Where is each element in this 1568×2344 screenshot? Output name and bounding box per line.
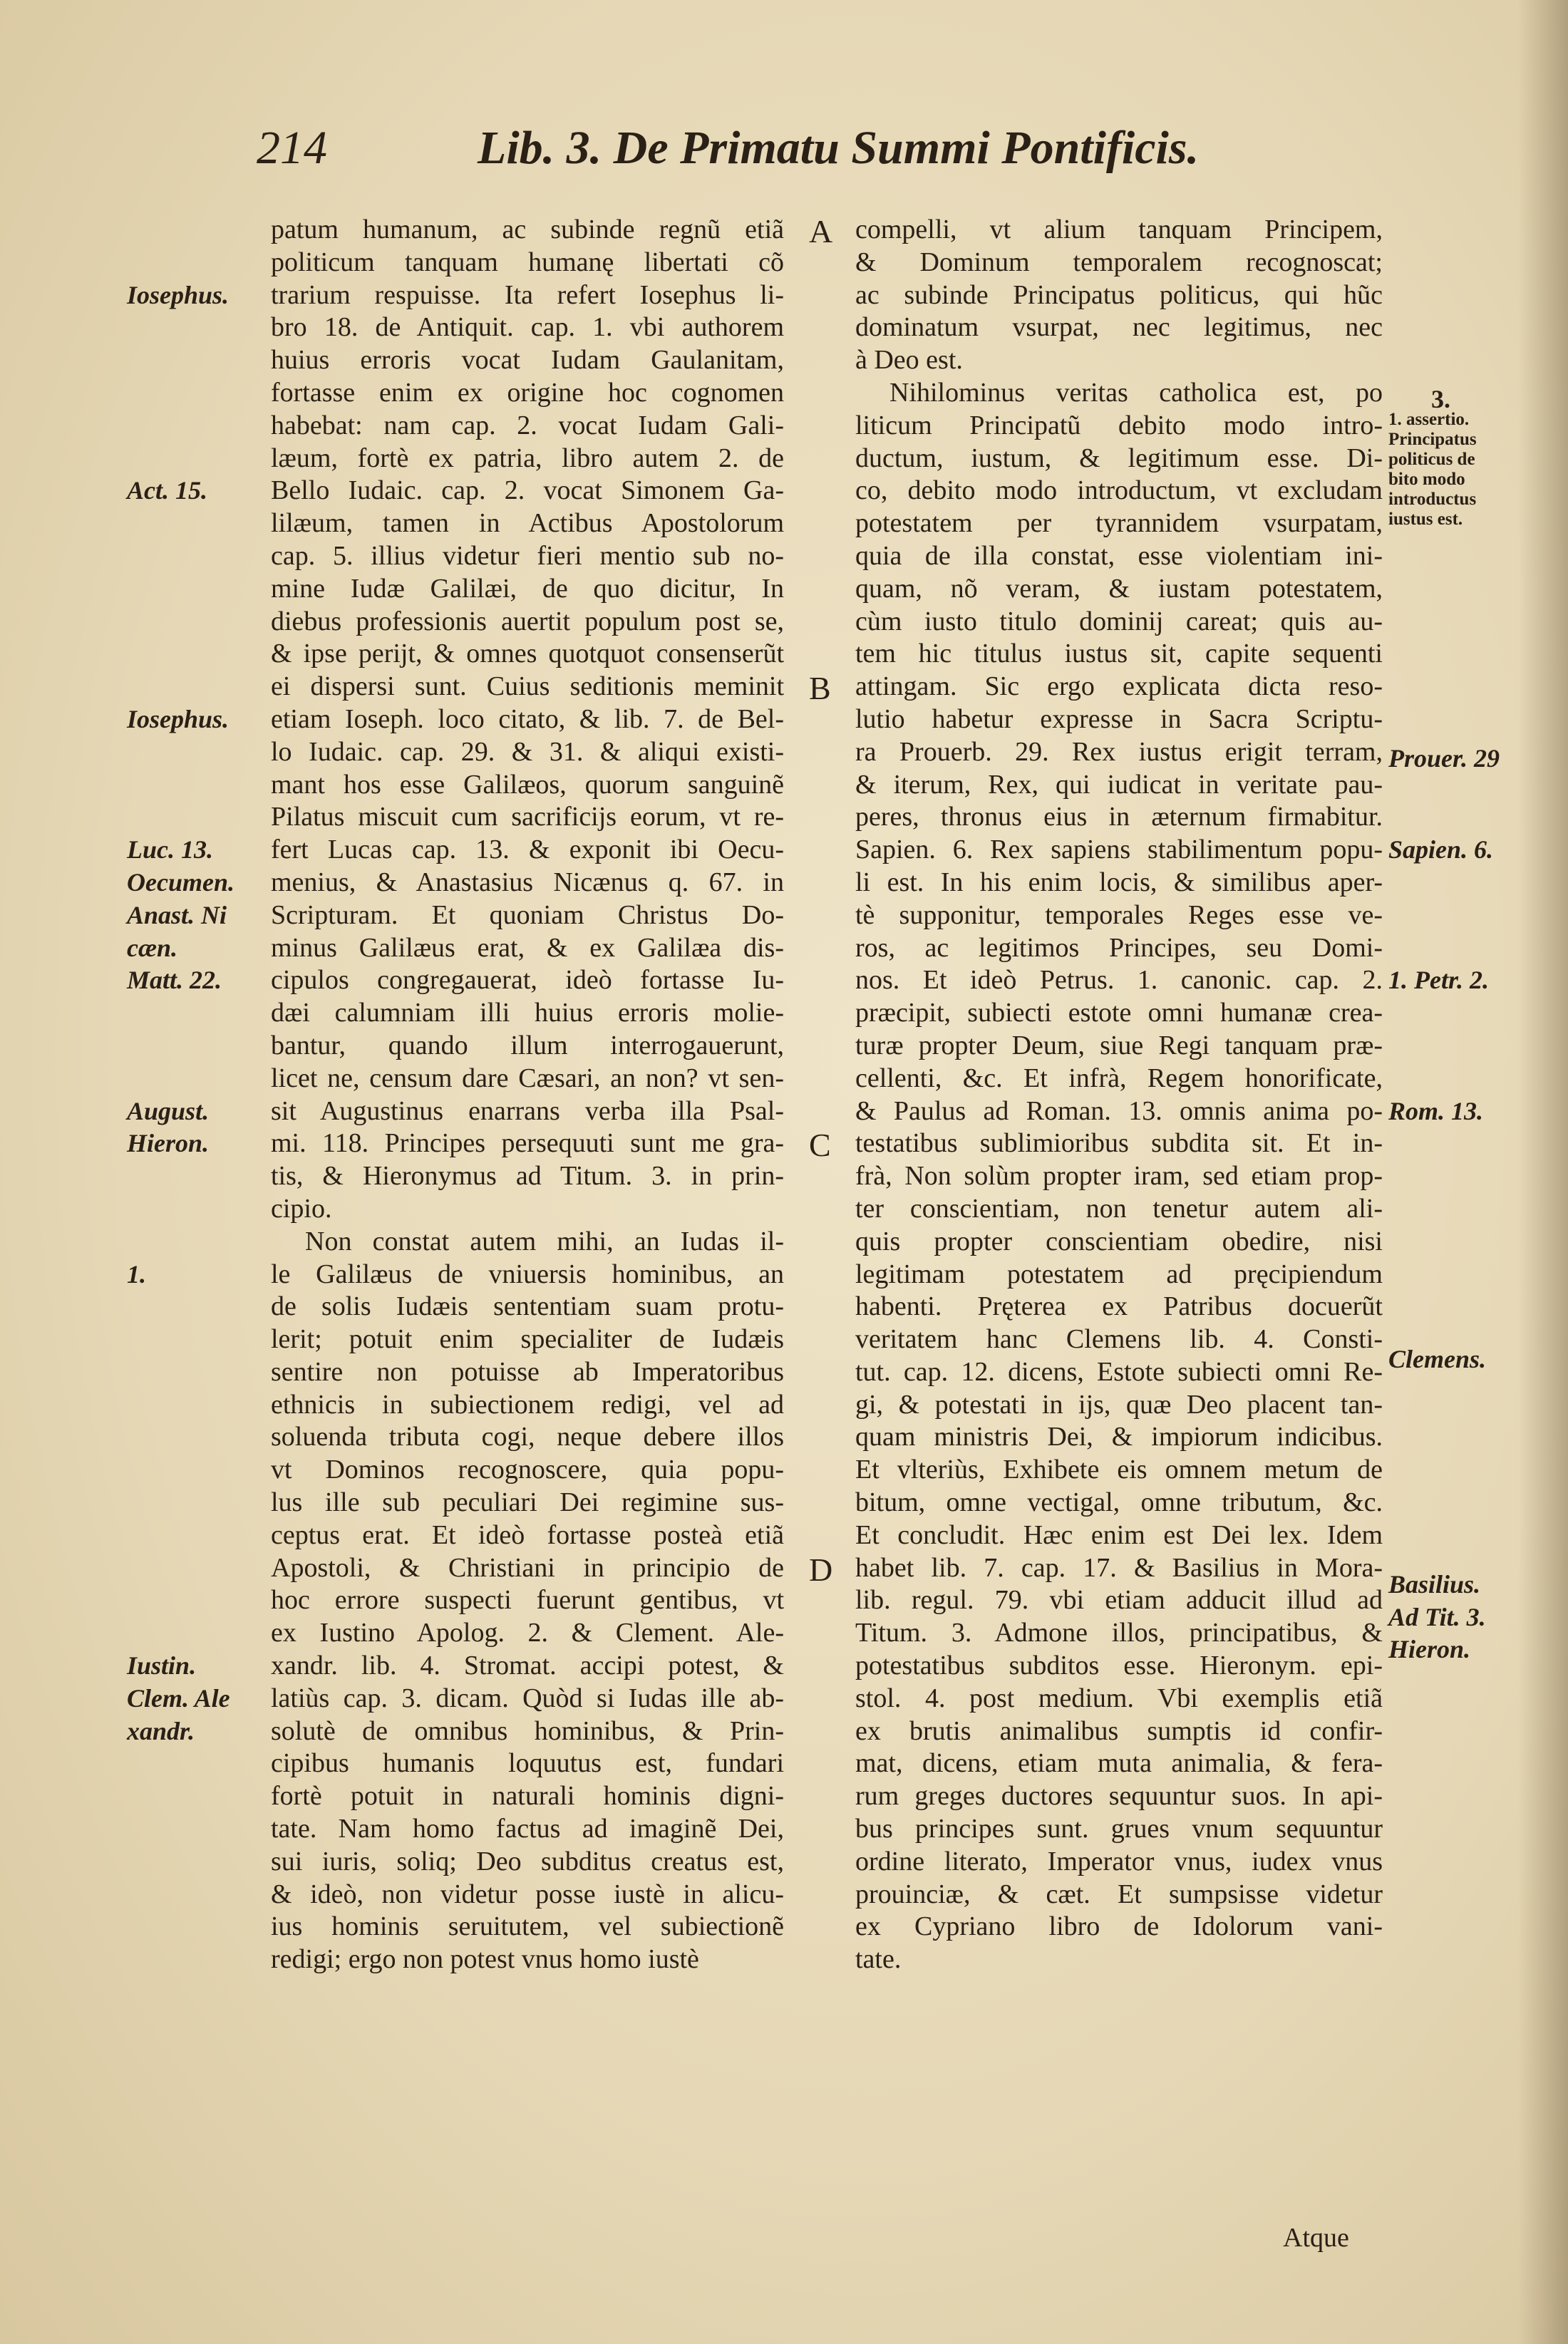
left-column-line: sui iuris, soliq; Deo subditus creatus est, (271, 1846, 784, 1876)
left-column-line: tis, & Hieronymus ad Titum. 3. in prin- (271, 1161, 784, 1192)
right-column-line: ductum, iustum, & legitimum esse. Di- (855, 443, 1383, 473)
right-column-line: lutio habetur expresse in Sacra Scriptu- (855, 703, 1383, 734)
right-column-line: Titum. 3. Admone illos, principatibus, & (855, 1618, 1383, 1648)
left-column-line: menius, & Anastasius Nicænus q. 67. in (271, 867, 784, 897)
left-column-line: licet ne, censum dare Cæsari, an non? vt sen- (271, 1063, 784, 1093)
right-column-line: ter conscientiam, non tenetur autem ali- (855, 1193, 1383, 1224)
left-column-line: læum, fortè ex patria, libro autem 2. de (271, 443, 784, 473)
left-column-line: minus Galilæus erat, & ex Galilæa dis- (271, 932, 784, 963)
left-column-line: soluenda tributa cogi, neque debere illos (271, 1422, 784, 1452)
left-margin-note: Iosephus. (127, 280, 229, 309)
left-margin-note: August. (127, 1096, 210, 1125)
right-column-line: à Deo est. (855, 345, 963, 376)
left-column-line: cipibus humanis loquutus est, fundari (271, 1748, 784, 1779)
right-column-line: testatibus sublimioribus subdita sit. Et in- (855, 1128, 1383, 1159)
right-column-line: cellenti, &c. Et infrà, Regem honorificate, (855, 1063, 1383, 1093)
right-text-column (855, 214, 1383, 1976)
left-column-line: sit Augustinus enarrans verba illa Psal- (271, 1095, 784, 1126)
right-column-line: quam, nõ veram, & iustam potestatem, (855, 573, 1383, 604)
assertion-margin-note: iustus est. (1388, 510, 1463, 530)
left-margin-note: Oecumen. (127, 868, 234, 897)
right-column-line: tem hic titulus iustus sit, capite sequenti (855, 639, 1383, 669)
left-column-line: le Galilæus de vniuersis hominibus, an (271, 1259, 784, 1289)
right-column-line: ordine literato, Imperator vnus, iudex vnus (855, 1846, 1383, 1876)
section-letter: D (809, 1551, 833, 1588)
left-margin-note: Clem. Ale (127, 1684, 230, 1713)
right-column-line: & Dominum temporalem recognoscat; (855, 247, 1383, 277)
left-column-line: politicum tanquam humanę libertati cõ (271, 247, 784, 277)
left-column-line: redigi; ergo non potest vnus homo iustè (271, 1944, 699, 1975)
right-column-line: Sapien. 6. Rex sapiens stabilimentum popu- (855, 835, 1383, 865)
left-column-line: bro 18. de Antiquit. cap. 1. vbi authorem (271, 312, 784, 343)
right-column-line: quia de illa constat, esse violentiam ini- (855, 540, 1383, 571)
right-column-line: bus principes sunt. grues vnum sequuntur (855, 1814, 1383, 1844)
left-column-line: dæi calumniam illi huius erroris molie- (271, 998, 784, 1028)
assertion-margin-note: introductus (1388, 490, 1477, 510)
right-margin-note: Prouer. 29 (1388, 743, 1500, 773)
right-column-line: prouinciæ, & cæt. Et sumpsisse videtur (855, 1879, 1383, 1909)
right-column-line: & iterum, Rex, qui iudicat in veritate pau- (855, 769, 1383, 800)
running-title: Lib. 3. De Primatu Summi Pontificis. (478, 122, 1200, 174)
right-column-line: cùm iusto titulo dominij careat; quis au- (855, 606, 1383, 636)
left-column-line: latiùs cap. 3. dicam. Quòd si Iudas ille ab- (271, 1683, 784, 1713)
right-column-line: co, debito modo introductum, vt excludam (855, 475, 1383, 506)
left-column-line: fortè potuit in naturali hominis digni- (271, 1781, 784, 1812)
left-column-line: bantur, quando illum interrogauerunt, (271, 1030, 784, 1060)
left-column-line: lo Iudaic. cap. 29. & 31. & aliqui existi- (271, 736, 784, 767)
right-column-line: ac subinde Principatus politicus, qui hũc (855, 279, 1383, 310)
left-margin-note: Iosephus. (127, 705, 229, 733)
right-column-line: tate. (855, 1944, 902, 1975)
right-column-line: attingam. Sic ergo explicata dicta reso- (855, 671, 1383, 702)
left-column-line: ex Iustino Apolog. 2. & Clement. Ale- (271, 1618, 784, 1648)
left-column-line: & ideò, non videtur posse iustè in alicu- (271, 1879, 784, 1909)
left-column-line: ceptus erat. Et ideò fortasse posteà etiã (271, 1519, 784, 1550)
right-column-line: rum greges ductores sequuntur suos. In api- (855, 1781, 1383, 1812)
page-header (257, 121, 1326, 185)
page-number: 214 (257, 122, 327, 174)
assertion-margin-note: 3. (1431, 385, 1450, 414)
right-column-line: legitimam potestatem ad pręcipiendum (855, 1259, 1383, 1289)
left-column-line: lerit; potuit enim specialiter de Iudæis (271, 1324, 784, 1355)
left-column-line: solutè de omnibus hominibus, & Prin- (271, 1715, 784, 1746)
left-column-line: etiam Ioseph. loco citato, & lib. 7. de Bel- (271, 703, 784, 734)
right-column-line: & Paulus ad Roman. 13. omnis anima po- (855, 1095, 1383, 1126)
assertion-margin-note: politicus de (1388, 450, 1475, 470)
left-column-line: trarium respuisse. Ita refert Iosephus li- (271, 279, 784, 310)
right-column-line: ex Cypriano libro de Idolorum vani- (855, 1911, 1383, 1942)
right-column-line: dominatum vsurpat, nec legitimus, nec (855, 312, 1383, 343)
left-column-line: vt Dominos recognoscere, quia popu- (271, 1455, 784, 1485)
right-column-line: veritatem hanc Clemens lib. 4. Consti- (855, 1324, 1383, 1355)
left-text-column (271, 214, 784, 1976)
right-column-line: quis propter conscientiam obedire, nisi (855, 1226, 1383, 1256)
left-column-line: fortasse enim ex origine hoc cognomen (271, 377, 784, 408)
left-column-line: cap. 5. illius videtur fieri mentio sub no- (271, 540, 784, 571)
section-letter: A (809, 213, 833, 249)
left-column-line: lilæum, tamen in Actibus Apostolorum (271, 508, 784, 539)
left-column-line: ei dispersi sunt. Cuius seditionis meminit (271, 671, 784, 702)
right-column-line: ex brutis animalibus sumptis id confir- (855, 1715, 1383, 1746)
catchword: Atque (1283, 2223, 1349, 2253)
right-column-line: li est. In his enim locis, & similibus aper- (855, 867, 1383, 897)
left-column-line: Non constat autem mihi, an Iudas il- (305, 1226, 784, 1256)
right-column-line: mat, dicens, etiam muta animalia, & fera- (855, 1748, 1383, 1779)
right-column-line: Nihilominus veritas catholica est, po (889, 377, 1383, 408)
right-column-line: bitum, omne vectigal, omne tributum, &c. (855, 1487, 1383, 1518)
right-column-line: habenti. Pręterea ex Patribus docuerũt (855, 1291, 1383, 1322)
right-column-line: Et vlteriùs, Exhibete eis omnem metum de (855, 1455, 1383, 1485)
left-column-line: lus ille sub peculiari Dei regimine sus- (271, 1487, 784, 1518)
left-column-line: mi. 118. Principes persequuti sunt me gra- (271, 1128, 784, 1159)
right-column-line: tut. cap. 12. dicens, Estote subiecti omni Re- (855, 1356, 1383, 1387)
left-column-line: sentire non potuisse ab Imperatoribus (271, 1356, 784, 1387)
right-column-line: stol. 4. post medium. Vbi exemplis etiã (855, 1683, 1383, 1713)
left-column-line: habebat: nam cap. 2. vocat Iudam Gali- (271, 410, 784, 440)
right-column-line: potestatem per tyrannidem vsurpatam, (855, 508, 1383, 539)
right-column-line: habet lib. 7. cap. 17. & Basilius in Mora- (855, 1552, 1383, 1583)
left-margin-note: Matt. 22. (127, 966, 222, 995)
right-column-line: potestatibus subditos esse. Hieronym. epi- (855, 1651, 1383, 1681)
page-edge-shadow (1518, 0, 1568, 2344)
left-column-line: xandr. lib. 4. Stromat. accipi potest, & (271, 1651, 784, 1681)
left-column-line: fert Lucas cap. 13. & exponit ibi Oecu- (271, 835, 784, 865)
right-column-line: frà, Non solùm propter iram, sed etiam prop- (855, 1161, 1383, 1192)
left-column-line: huius erroris vocat Iudam Gaulanitam, (271, 345, 784, 376)
left-margin-note: Hieron. (127, 1129, 210, 1158)
left-margin-note: Iustin. (127, 1651, 197, 1680)
left-margin-note: Luc. 13. (127, 835, 213, 864)
left-column-line: Bello Iudaic. cap. 2. vocat Simonem Ga- (271, 475, 784, 506)
left-margin-note: xandr. (127, 1716, 195, 1745)
left-column-line: ethnicis in subiectionem redigi, vel ad (271, 1389, 784, 1420)
assertion-margin-note: bito modo (1388, 470, 1465, 490)
right-column-line: liticum Principatũ debito modo intro- (855, 410, 1383, 440)
right-column-line: præcipit, subiecti estote omni humanæ crea- (855, 998, 1383, 1028)
left-column-line: tate. Nam homo factus ad imaginẽ Dei, (271, 1814, 784, 1844)
left-column-line: ius hominis seruitutem, vel subiectionẽ (271, 1911, 784, 1942)
right-margin-note: Sapien. 6. (1388, 835, 1494, 864)
left-column-line: mine Iudæ Galilæi, de quo dicitur, In (271, 573, 784, 604)
right-margin-note: Hieron. (1388, 1635, 1471, 1664)
left-column-line: hoc errore suspecti fuerunt gentibus, vt (271, 1585, 784, 1616)
right-column-line: ra Prouerb. 29. Rex iustus erigit terram, (855, 736, 1383, 767)
left-margin-note: 1. (127, 1259, 146, 1289)
right-margin-note: Rom. 13. (1388, 1096, 1484, 1125)
left-column-line: cipio. (271, 1193, 332, 1224)
left-margin-note: cæn. (127, 933, 177, 962)
left-column-line: de solis Iudæis sententiam suam protu- (271, 1291, 784, 1322)
right-column-line: turæ propter Deum, siue Regi tanquam præ- (855, 1030, 1383, 1060)
right-margin-note: Basilius. (1388, 1569, 1481, 1599)
section-letter: C (809, 1127, 831, 1164)
left-column-line: Apostoli, & Christiani in principio de (271, 1552, 784, 1583)
right-margin-note: Ad Tit. 3. (1388, 1602, 1486, 1631)
left-column-line: Scripturam. Et quoniam Christus Do- (271, 899, 784, 930)
assertion-margin-note: Principatus (1388, 430, 1477, 450)
right-column-line: lib. regul. 79. vbi etiam adducit illud ad (855, 1585, 1383, 1616)
left-column-line: & ipse perijt, & omnes quotquot consenserũt (271, 639, 784, 669)
right-column-line: gi, & potestati in ijs, quæ Deo placent tan- (855, 1389, 1383, 1420)
left-column-line: mant hos esse Galilæos, quorum sanguinẽ (271, 769, 784, 800)
left-column-line: patum humanum, ac subinde regnũ etiã (271, 215, 784, 244)
right-column-line: Et concludit. Hæc enim est Dei lex. Idem (855, 1519, 1383, 1550)
right-column-line: compelli, vt alium tanquam Principem, (855, 215, 1383, 244)
left-column-line: cipulos congregauerat, ideò fortasse Iu- (271, 965, 784, 996)
right-column-line: tè supponitur, temporales Reges esse ve- (855, 899, 1383, 930)
left-column-line: diebus professionis auertit populum post se, (271, 606, 784, 636)
section-letter: B (809, 670, 831, 707)
right-column-line: nos. Et ideò Petrus. 1. canonic. cap. 2. (855, 965, 1383, 996)
right-column-line: ros, ac legitimos Principes, seu Domi- (855, 932, 1383, 963)
left-margin-note: Anast. Ni (127, 900, 227, 929)
assertion-margin-note: 1. assertio. (1388, 410, 1470, 430)
left-margin-note: Act. 15. (127, 476, 207, 505)
right-column-line: peres, thronus eius in æternum firmabitur. (855, 802, 1383, 832)
right-margin-note: 1. Petr. 2. (1388, 966, 1489, 995)
left-column-line: Pilatus miscuit cum sacrificijs eorum, vt re- (271, 802, 784, 832)
right-column-line: quam ministris Dei, & impiorum indicibus. (855, 1422, 1383, 1452)
right-margin-note: Clemens. (1388, 1344, 1487, 1373)
